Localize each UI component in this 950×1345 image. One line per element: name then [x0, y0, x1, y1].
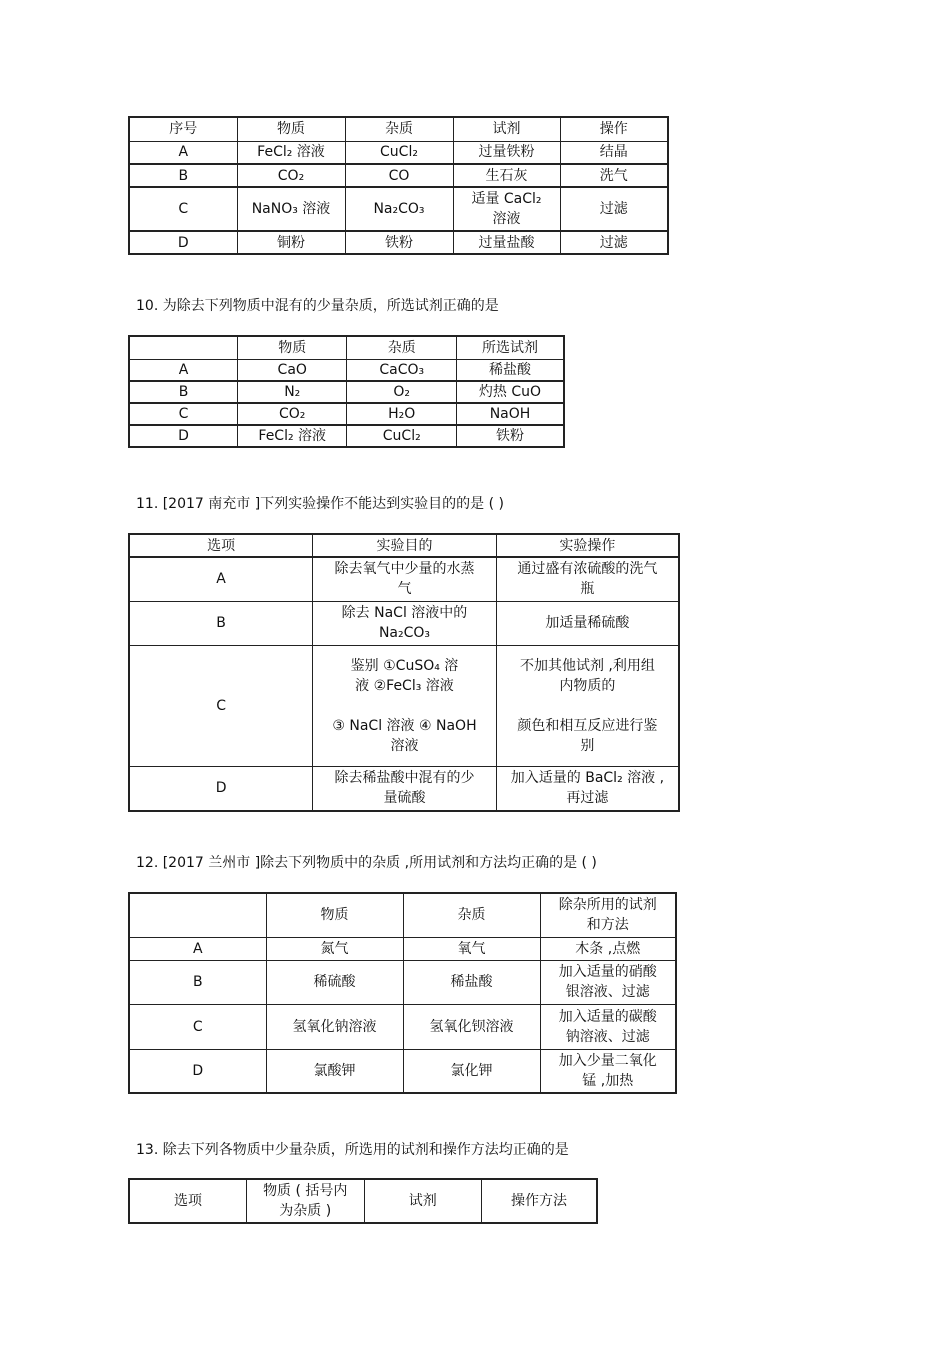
table-cell: A [129, 141, 237, 164]
table-cell: O₂ [347, 381, 457, 403]
q10-question-text: 10. 为除去下列物质中混有的少量杂质，所选试剂正确的是 [136, 298, 499, 314]
table-cell: 生石灰 [453, 164, 560, 187]
table-cell: 过量盐酸 [453, 231, 560, 254]
q9-header-cell: 操作 [560, 117, 668, 141]
table-cell: 过滤 [560, 231, 668, 254]
q12-header-cell [129, 893, 266, 937]
table-cell: NaNO₃ 溶液 [237, 187, 345, 231]
table-cell: NaOH [456, 403, 564, 425]
q13-header-row [129, 1179, 597, 1223]
table-cell: 加入适量的 BaCl₂ 溶液 , 再过滤 [496, 766, 679, 811]
q11-question-text: 11. [2017 南充市 ]下列实验操作不能达到实验目的的是 ( ) [136, 496, 504, 512]
table-cell: 氯化钾 [403, 1049, 540, 1093]
table-cell: B [129, 381, 237, 403]
q11-header-cell: 实验目的 [313, 534, 497, 557]
q9-header-row [129, 117, 668, 141]
q10-header-cell: 物质 [237, 336, 347, 359]
table-row [129, 1049, 676, 1093]
table-row [129, 937, 676, 960]
q9-header-cell: 序号 [129, 117, 237, 141]
table-cell: CO₂ [237, 403, 347, 425]
q10-header-cell: 所选试剂 [456, 336, 564, 359]
table-row [129, 164, 668, 187]
table-cell: 鉴别 ①CuSO₄ 溶 液 ②FeCl₃ 溶液 ③ NaCl 溶液 ④ NaOH 溶液 [313, 645, 497, 766]
table-cell: CO₂ [237, 164, 345, 187]
table-cell: 木条 ,点燃 [540, 937, 676, 960]
table-cell: D [129, 766, 313, 811]
table-cell: 稀盐酸 [403, 960, 540, 1004]
table-cell: A [129, 937, 266, 960]
table-cell: B [129, 601, 313, 645]
table-cell: B [129, 960, 266, 1004]
table-cell: 稀盐酸 [456, 359, 564, 381]
table-cell: CO [345, 164, 453, 187]
table-cell: CaCO₃ [347, 359, 457, 381]
q13-header-cell: 选项 [129, 1179, 247, 1223]
q10-header-cell: 杂质 [347, 336, 457, 359]
q12-header-row [129, 893, 676, 937]
table-cell: C [129, 1004, 266, 1049]
q11-table [128, 533, 680, 812]
table-cell: 加适量稀硫酸 [496, 601, 679, 645]
table-row [129, 557, 679, 601]
table-cell: FeCl₂ 溶液 [237, 141, 345, 164]
table-cell: 通过盛有浓硫酸的洗气 瓶 [496, 557, 679, 601]
table-row [129, 403, 564, 425]
q10-table [128, 335, 565, 448]
q11-header-cell: 实验操作 [496, 534, 679, 557]
table-cell: 加入适量的碳酸 钠溶液、过滤 [540, 1004, 676, 1049]
table-cell: C [129, 187, 237, 231]
q13-table [128, 1178, 598, 1224]
q10-header-cell [129, 336, 237, 359]
table-row [129, 960, 676, 1004]
q12-table [128, 892, 677, 1094]
table-cell: A [129, 557, 313, 601]
table-cell: 加入少量二氧化 锰 ,加热 [540, 1049, 676, 1093]
table-row [129, 141, 668, 164]
table-cell: N₂ [237, 381, 347, 403]
table-cell: 除去稀盐酸中混有的少 量硫酸 [313, 766, 497, 811]
table-cell: 过滤 [560, 187, 668, 231]
q11-header-row [129, 534, 679, 557]
table-cell: 加入适量的硝酸 银溶液、过滤 [540, 960, 676, 1004]
table-cell: C [129, 403, 237, 425]
q9-header-cell: 物质 [237, 117, 345, 141]
table-cell: 适量 CaCl₂ 溶液 [453, 187, 560, 231]
table-row [129, 645, 679, 766]
table-row [129, 187, 668, 231]
table-cell: 灼热 CuO [456, 381, 564, 403]
table-row [129, 601, 679, 645]
q9-header-cell: 杂质 [345, 117, 453, 141]
q12-header-cell: 杂质 [403, 893, 540, 937]
table-row [129, 425, 564, 447]
table-row [129, 1004, 676, 1049]
table-cell: 氯酸钾 [266, 1049, 403, 1093]
table-cell: 氧气 [403, 937, 540, 960]
table-cell: CaO [237, 359, 347, 381]
q12-header-cell: 除杂所用的试剂 和方法 [540, 893, 676, 937]
table-cell: D [129, 425, 237, 447]
table-row [129, 381, 564, 403]
q13-question-text: 13. 除去下列各物质中少量杂质，所选用的试剂和操作方法均正确的是 [136, 1142, 569, 1158]
q13-header-cell: 物质 ( 括号内 为杂质 ) [247, 1179, 365, 1223]
table-cell: H₂O [347, 403, 457, 425]
table-row [129, 359, 564, 381]
table-cell: 除去 NaCl 溶液中的 Na₂CO₃ [313, 601, 497, 645]
table-cell: D [129, 1049, 266, 1093]
table-cell: 稀硫酸 [266, 960, 403, 1004]
table-cell: FeCl₂ 溶液 [237, 425, 347, 447]
table-cell: 过量铁粉 [453, 141, 560, 164]
q9-table [128, 116, 669, 255]
q9-header-cell: 试剂 [453, 117, 560, 141]
table-cell: 除去氧气中少量的水蒸 气 [313, 557, 497, 601]
table-row [129, 231, 668, 254]
table-cell: 不加其他试剂 ,利用组 内物质的 颜色和相互反应进行鉴 别 [496, 645, 679, 766]
table-cell: CuCl₂ [347, 425, 457, 447]
table-cell: CuCl₂ [345, 141, 453, 164]
q13-header-cell: 操作方法 [482, 1179, 598, 1223]
table-cell: 铁粉 [456, 425, 564, 447]
table-cell: C [129, 645, 313, 766]
table-cell: 氮气 [266, 937, 403, 960]
q10-header-row [129, 336, 564, 359]
table-cell: D [129, 231, 237, 254]
table-cell: 结晶 [560, 141, 668, 164]
table-cell: 铁粉 [345, 231, 453, 254]
table-cell: 铜粉 [237, 231, 345, 254]
q13-header-cell: 试剂 [364, 1179, 482, 1223]
q12-header-cell: 物质 [266, 893, 403, 937]
table-cell: B [129, 164, 237, 187]
table-row [129, 766, 679, 811]
table-cell: 氢氧化钡溶液 [403, 1004, 540, 1049]
table-cell: 氢氧化钠溶液 [266, 1004, 403, 1049]
table-cell: 洗气 [560, 164, 668, 187]
table-cell: A [129, 359, 237, 381]
table-cell: Na₂CO₃ [345, 187, 453, 231]
q11-header-cell: 选项 [129, 534, 313, 557]
q12-question-text: 12. [2017 兰州市 ]除去下列物质中的杂质 ,所用试剂和方法均正确的是 ( ) [136, 855, 597, 871]
